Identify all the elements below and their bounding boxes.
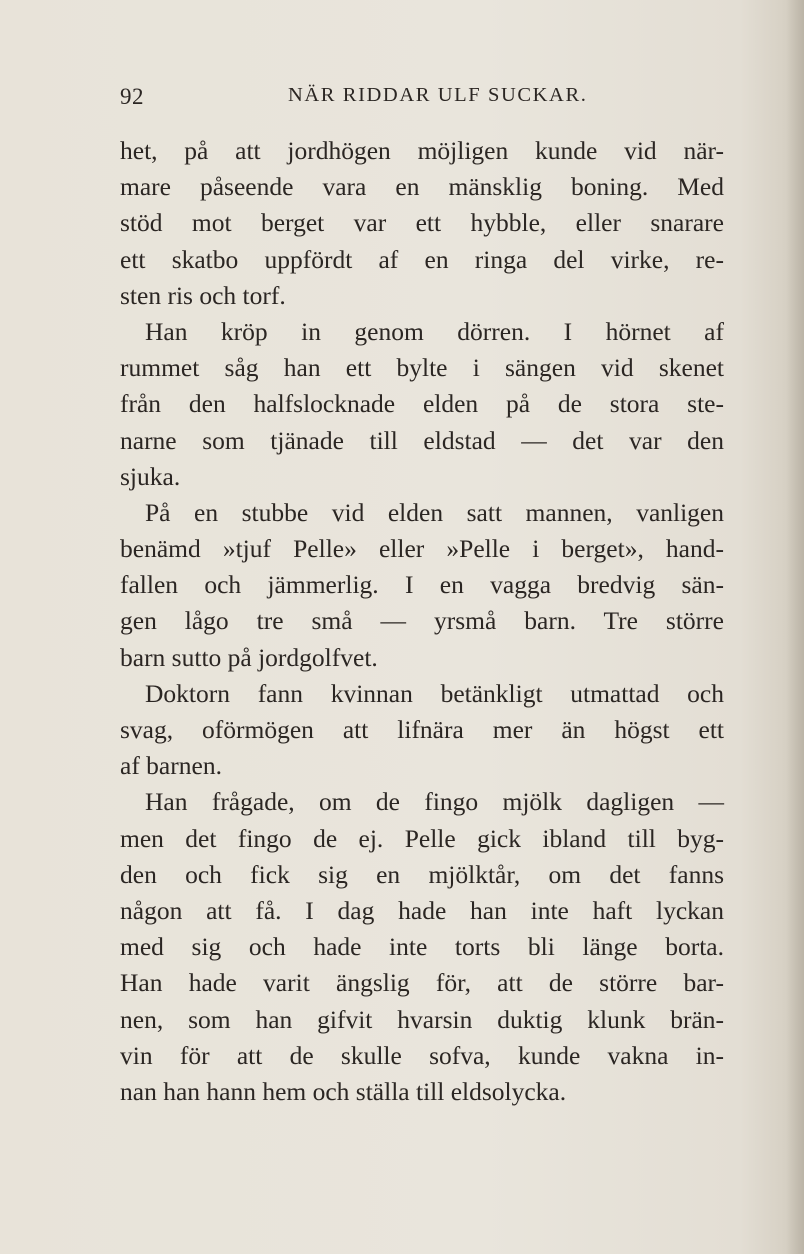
text-line: stöd mot berget var ett hybble, eller snarare	[120, 208, 724, 238]
text-line: nan han hann hem och ställa till eldsolycka.	[120, 1076, 567, 1106]
text-line: svag, oförmögen att lifnära mer än högst ett	[120, 715, 724, 744]
text-line: barn sutto på jordgolfvet.	[120, 642, 378, 672]
text-line: narne som tjänade till eldstad — det var den	[120, 425, 724, 455]
running-title: NÄR RIDDAR ULF SUCKAR.	[288, 84, 588, 106]
running-head	[120, 84, 618, 114]
page-number: 92	[120, 84, 144, 109]
text-line: Han hade varit ängslig för, att de större bar-	[120, 968, 724, 998]
text-line: från den halfslocknade elden på de stora ste-	[120, 389, 724, 419]
text-line: gen lågo tre små — yrsmå barn. Tre större	[120, 606, 724, 636]
text-line: den och fick sig en mjölktår, om det fanns	[120, 859, 724, 889]
text-line: med sig och hade inte torts bli länge borta.	[120, 932, 724, 962]
text-line: rummet såg han ett bylte i sängen vid skenet	[120, 353, 724, 383]
page-edge-shadow	[786, 0, 804, 1254]
text-line: af barnen.	[120, 751, 222, 781]
text-line: sjuka.	[120, 461, 181, 491]
text-line: sten ris och torf.	[120, 280, 286, 310]
text-line: Doktorn fann kvinnan betänkligt utmattad och	[145, 678, 724, 708]
text-line: ett skatbo uppfördt af en ringa del virke, re-	[120, 244, 724, 274]
text-line: het, på att jordhögen möjligen kunde vid när-	[120, 136, 724, 165]
text-line: någon att få. I dag hade han inte haft lyckan	[120, 895, 724, 925]
text-line: På en stubbe vid elden satt mannen, vanligen	[145, 497, 724, 527]
text-line: Han kröp in genom dörren. I hörnet af	[145, 316, 724, 346]
body-text	[120, 133, 724, 1110]
text-line: mare påseende vara en mänsklig boning. Med	[120, 172, 724, 202]
text-line: vin för att de skulle sofva, kunde vakna in-	[120, 1040, 724, 1070]
text-line: Han frågade, om de fingo mjölk dagligen —	[145, 787, 724, 817]
text-line: fallen och jämmerlig. I en vagga bredvig sän-	[120, 570, 724, 600]
text-line: nen, som han gifvit hvarsin duktig klunk brän-	[120, 1004, 724, 1034]
text-line: benämd »tjuf Pelle» eller »Pelle i berget», hand-	[120, 534, 724, 564]
text-line: men det fingo de ej. Pelle gick ibland till byg-	[120, 823, 724, 853]
